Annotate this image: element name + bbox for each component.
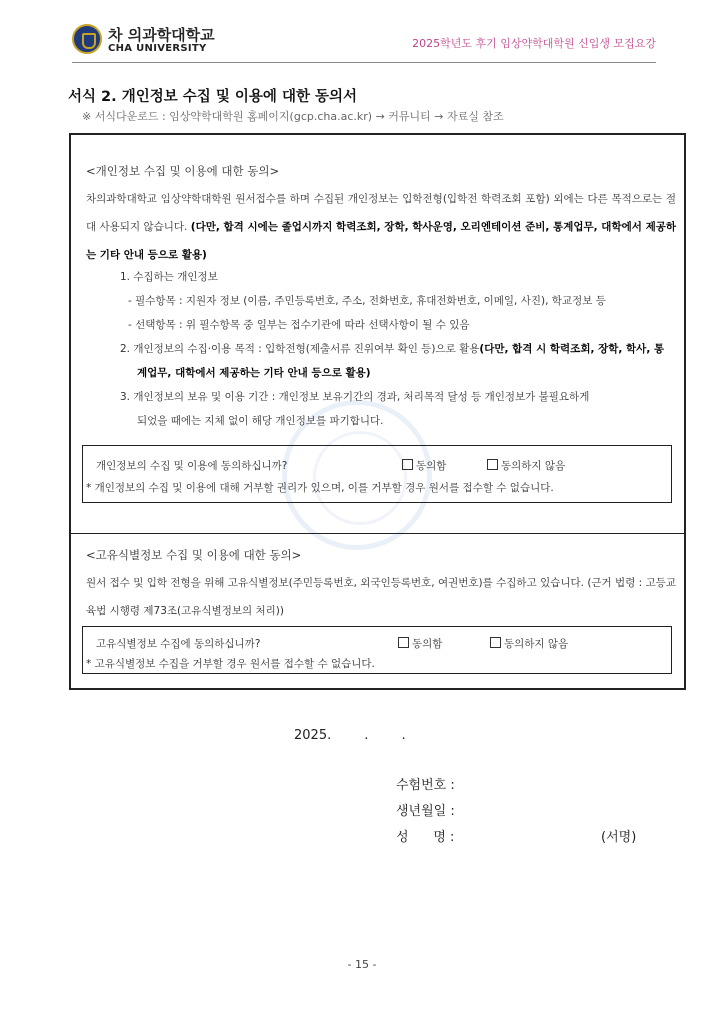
- item3-line2: 되었을 때에는 지체 없이 해당 개인정보를 파기합니다.: [137, 415, 384, 427]
- birth-date-label: 생년월일 :: [396, 804, 455, 819]
- section1-question: 개인정보의 수집 및 이용에 동의하십니까?: [96, 460, 288, 472]
- signature-date: 2025. . .: [294, 728, 406, 743]
- section1-disagree-checkbox[interactable]: [487, 458, 565, 473]
- section2-body: 원서 접수 및 입학 전형을 위해 고유식별정보(주민등록번호, 외국인등록번호, 여권번호)를 수집하고 있습니다. (근거 법령 : 고등교육법 시행령 제73조(고유식별정보의 처리)): [86, 577, 676, 617]
- item2-bold-a: (다만, 합격 시 학력조회, 장학, 학사, 통: [479, 343, 665, 355]
- section-divider: [69, 533, 686, 534]
- exam-number-label: 수험번호 :: [396, 778, 455, 793]
- item1-required: - 필수항목 : 지원자 정보 (이름, 주민등록번호, 주소, 전화번호, 휴대전화번호, 이메일, 사진), 학교정보 등: [128, 295, 606, 307]
- section2-question: 고유식별정보 수집에 동의하십니까?: [96, 638, 261, 650]
- page-number: - 15 -: [347, 958, 377, 971]
- item2-text: 2. 개인정보의 수집·이용 목적 : 입학전형(제출서류 진위여부 확인 등)으로 활용: [120, 343, 480, 355]
- item3-line1: 3. 개인정보의 보유 및 이용 기간 : 개인정보 보유기간의 경과, 처리목적 달성 등 개인정보가 불필요하게: [120, 391, 590, 403]
- item1-optional: - 선택항목 : 위 필수항목 중 일부는 접수기관에 따라 선택사항이 될 수 있음: [128, 319, 470, 331]
- checkbox-icon: [490, 637, 501, 648]
- section2-agree-checkbox[interactable]: [398, 636, 442, 651]
- checkbox-icon: [487, 459, 498, 470]
- section1-note: * 개인정보의 수집 및 이용에 대해 거부할 권리가 있으며, 이를 거부할 경우 원서를 접수할 수 없습니다.: [86, 482, 554, 494]
- signature-mark: (서명): [601, 830, 637, 845]
- section2-note: * 고유식별정보 수집을 거부할 경우 원서를 접수할 수 없습니다.: [86, 658, 375, 670]
- download-note: ※ 서식다운로드 : 임상약학대학원 홈페이지(gcp.cha.ac.kr) → 커뮤니티 → 자료실 참조: [82, 110, 504, 123]
- item2-line2: [137, 365, 371, 380]
- section1-intro: [86, 185, 676, 269]
- section2-heading: <고유식별정보 수집 및 이용에 대한 동의>: [86, 548, 302, 562]
- section1-intro-bold: (다만, 합격 시에는 졸업시까지 학력조회, 장학, 학사운영, 오리엔테이션 준비, 통계업무, 대학에서 제공하는 기타 안내 등으로 활용): [86, 221, 676, 261]
- document-title: 2025학년도 후기 임상약학대학원 신입생 모집요강: [412, 37, 656, 50]
- item2-bold-b: 계업무, 대학에서 제공하는 기타 안내 등으로 활용): [137, 367, 371, 379]
- section1-agree-checkbox[interactable]: [402, 458, 446, 473]
- logo-korean-text: 차 의과학대학교: [108, 26, 215, 44]
- logo-english-text: CHA UNIVERSITY: [108, 43, 207, 54]
- university-logo-icon: [72, 24, 102, 54]
- section1-intro-text: 차의과학대학교 임상약학대학원 원서접수를 하며 수집된 개인정보는 입학전형(입학전 학력조회 포함) 외에는 다른 목적으로는 절대 사용되지 않습니다.: [86, 193, 676, 233]
- section2-disagree-checkbox[interactable]: [490, 636, 568, 651]
- section2-disagree-label: 동의하지 않음: [504, 638, 569, 650]
- form-title: 서식 2. 개인정보 수집 및 이용에 대한 동의서: [68, 89, 358, 105]
- checkbox-icon: [402, 459, 413, 470]
- checkbox-icon: [398, 637, 409, 648]
- item1-title: 1. 수집하는 개인정보: [120, 271, 218, 283]
- section2-agree-label: 동의함: [412, 638, 443, 650]
- name-label: 성 명 :: [396, 830, 455, 845]
- item2-line1: [120, 341, 664, 356]
- page-header: [72, 22, 656, 63]
- section1-disagree-label: 동의하지 않음: [501, 460, 566, 472]
- section1-agree-label: 동의함: [416, 460, 447, 472]
- section1-heading: <개인정보 수집 및 이용에 대한 동의>: [86, 164, 280, 178]
